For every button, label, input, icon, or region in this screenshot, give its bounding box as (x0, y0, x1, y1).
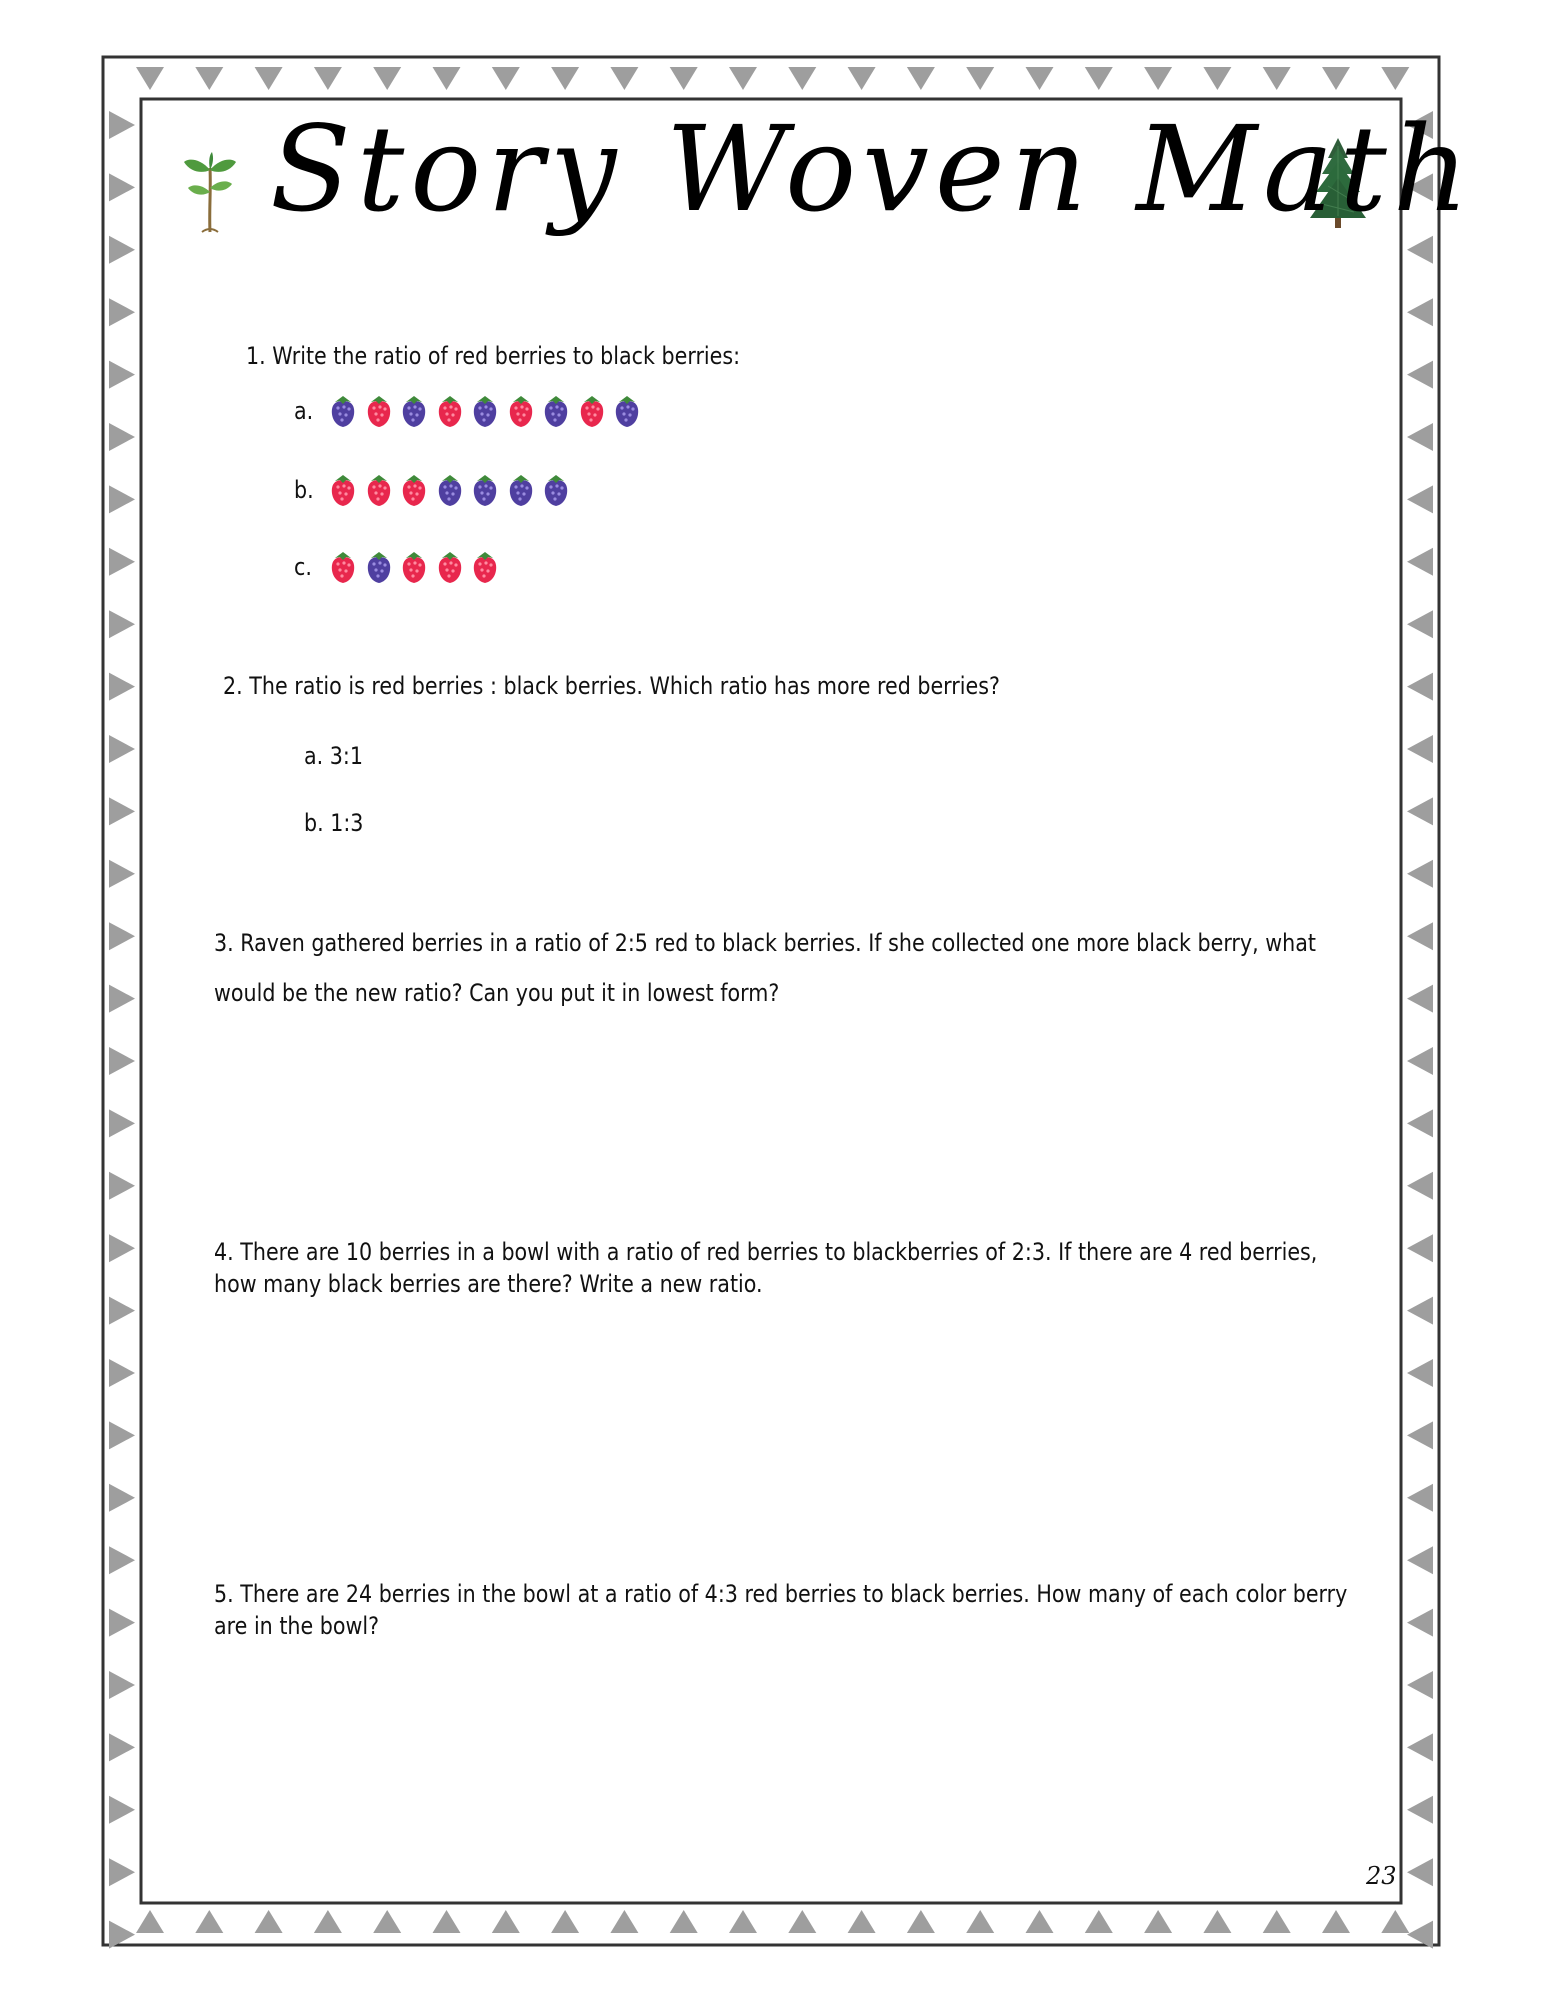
black-berry-icon (543, 473, 569, 507)
row-label-c: c. (294, 553, 312, 581)
border-triangle-left (109, 1172, 135, 1200)
border-triangle-left (109, 1359, 135, 1387)
border-triangle-right (1407, 735, 1433, 763)
border-triangle-left (109, 485, 135, 513)
border-triangle-right (1407, 1359, 1433, 1387)
border-triangle-top (136, 67, 164, 90)
border-triangle-bottom (1381, 1910, 1409, 1933)
question-3-line-2: would be the new ratio? Can you put it in lowest form? (214, 979, 780, 1007)
border-triangle-right (1407, 1671, 1433, 1699)
border-triangle-right (1407, 1172, 1433, 1200)
border-triangle-left (109, 1109, 135, 1137)
border-triangle-bottom (907, 1910, 935, 1933)
border-triangle-right (1407, 1109, 1433, 1137)
question-3-line-1: 3. Raven gathered berries in a ratio of 2:5 red to black berries. If she collected one more black berry, what (214, 929, 1316, 957)
question-2-prompt: 2. The ratio is red berries : black berries. Which ratio has more red berries? (223, 672, 1000, 700)
page-title: Story Woven Math (270, 100, 1475, 238)
border-triangle-bottom (255, 1910, 283, 1933)
border-triangle-right (1407, 485, 1433, 513)
border-triangle-left (109, 1858, 135, 1886)
border-triangle-top (610, 67, 638, 90)
border-triangle-left (109, 1484, 135, 1512)
border-triangle-left (109, 797, 135, 825)
border-triangle-left (109, 236, 135, 264)
border-triangle-left (109, 1609, 135, 1637)
border-triangle-bottom (1203, 1910, 1231, 1933)
black-berry-icon (472, 394, 498, 428)
border-triangle-right (1407, 610, 1433, 638)
border-triangle-left (109, 423, 135, 451)
row-label-b: b. (294, 476, 314, 504)
question-4-line-1: 4. There are 10 berries in a bowl with a ratio of red berries to blackberries of 2:3. If there are 4 red berries, (214, 1238, 1318, 1266)
border-triangle-bottom (966, 1910, 994, 1933)
border-triangle-left (109, 735, 135, 763)
border-triangle-left (109, 1047, 135, 1075)
border-triangle-bottom (373, 1910, 401, 1933)
red-berry-icon (401, 473, 427, 507)
border-triangle-bottom (136, 1910, 164, 1933)
border-triangle-bottom (433, 1910, 461, 1933)
border-triangle-top (492, 67, 520, 90)
border-triangle-bottom (551, 1910, 579, 1933)
border-triangle-left (109, 111, 135, 139)
border-triangle-top (1026, 67, 1054, 90)
question-1-prompt: 1. Write the ratio of red berries to black berries: (246, 342, 741, 370)
border-triangle-left (109, 922, 135, 950)
border-triangle-right (1407, 1484, 1433, 1512)
border-triangle-right (1407, 1297, 1433, 1325)
question-5-line-1: 5. There are 24 berries in the bowl at a ratio of 4:3 red berries to black berries. How many of each color berry (214, 1580, 1348, 1608)
border-triangle-top (1144, 67, 1172, 90)
red-berry-icon (579, 394, 605, 428)
border-triangle-left (109, 860, 135, 888)
red-berry-icon (508, 394, 534, 428)
border-triangle-left (109, 1421, 135, 1449)
berry-row-b (294, 473, 579, 507)
border-triangle-left (109, 610, 135, 638)
black-berry-icon (366, 550, 392, 584)
border-triangle-top (1263, 67, 1291, 90)
border-triangle-left (109, 1297, 135, 1325)
border-triangle-top (848, 67, 876, 90)
border-triangle-bottom (195, 1910, 223, 1933)
border-triangle-left (109, 173, 135, 201)
border-triangle-right (1407, 236, 1433, 264)
border-triangle-right (1407, 1421, 1433, 1449)
border-triangle-left (109, 548, 135, 576)
berry-row-c (294, 550, 508, 584)
question-2-option-b: b. 1:3 (304, 809, 364, 837)
border-triangle-left (109, 1733, 135, 1761)
red-berry-icon (330, 550, 356, 584)
border-triangle-top (551, 67, 579, 90)
border-triangle-left (109, 673, 135, 701)
border-triangle-top (729, 67, 757, 90)
border-triangle-bottom (1322, 1910, 1350, 1933)
border-triangle-right (1407, 1858, 1433, 1886)
border-triangle-right (1407, 1609, 1433, 1637)
red-berry-icon (437, 550, 463, 584)
border-triangle-bottom (610, 1910, 638, 1933)
berry-row-a (294, 394, 650, 428)
border-triangle-right (1407, 548, 1433, 576)
black-berry-icon (437, 473, 463, 507)
black-berry-icon (508, 473, 534, 507)
border-triangle-left (109, 1671, 135, 1699)
border-triangle-right (1407, 1234, 1433, 1262)
red-berry-icon (330, 473, 356, 507)
border-triangle-top (1085, 67, 1113, 90)
question-2-option-a: a. 3:1 (304, 742, 363, 770)
border-triangle-right (1407, 1546, 1433, 1574)
border-triangle-bottom (729, 1910, 757, 1933)
border-triangle-right (1407, 797, 1433, 825)
border-triangle-top (907, 67, 935, 90)
border-triangle-bottom (788, 1910, 816, 1933)
border-triangle-bottom (1026, 1910, 1054, 1933)
border-triangle-left (109, 298, 135, 326)
sprout-icon (182, 150, 238, 234)
border-triangle-right (1407, 860, 1433, 888)
border-triangle-top (314, 67, 342, 90)
border-triangle-right (1407, 1796, 1433, 1824)
red-berry-icon (366, 473, 392, 507)
page-number: 23 (1366, 1862, 1397, 1890)
border-triangle-left (109, 1234, 135, 1262)
border-triangle-left (109, 985, 135, 1013)
border-triangle-right (1407, 298, 1433, 326)
question-4-line-2: how many black berries are there? Write a new ratio. (214, 1270, 763, 1298)
border-triangle-top (966, 67, 994, 90)
black-berry-icon (472, 473, 498, 507)
black-berry-icon (614, 394, 640, 428)
row-label-a: a. (294, 397, 314, 425)
black-berry-icon (401, 394, 427, 428)
border-triangle-top (1322, 67, 1350, 90)
border-triangle-top (373, 67, 401, 90)
question-5-line-2: are in the bowl? (214, 1612, 380, 1640)
border-triangle-right (1407, 922, 1433, 950)
border-triangle-right (1407, 1047, 1433, 1075)
border-triangle-top (670, 67, 698, 90)
border-triangle-right (1407, 423, 1433, 451)
border-triangle-right (1407, 1733, 1433, 1761)
border-triangle-bottom (1144, 1910, 1172, 1933)
red-berry-icon (437, 394, 463, 428)
border-triangle-left (109, 1796, 135, 1824)
border-triangle-left (109, 1546, 135, 1574)
red-berry-icon (401, 550, 427, 584)
border-triangle-right (1407, 673, 1433, 701)
border-triangle-top (1381, 67, 1409, 90)
border-triangle-bottom (314, 1910, 342, 1933)
border-triangle-top (433, 67, 461, 90)
red-berry-icon (472, 550, 498, 584)
black-berry-icon (543, 394, 569, 428)
border-triangle-right (1407, 985, 1433, 1013)
black-berry-icon (330, 394, 356, 428)
border-triangle-right (1407, 361, 1433, 389)
border-triangle-bottom (848, 1910, 876, 1933)
border-triangle-bottom (1085, 1910, 1113, 1933)
border-triangle-bottom (1263, 1910, 1291, 1933)
border-triangle-top (195, 67, 223, 90)
border-triangle-bottom (492, 1910, 520, 1933)
border-triangle-top (1203, 67, 1231, 90)
red-berry-icon (366, 394, 392, 428)
border-triangle-left (109, 361, 135, 389)
border-triangle-top (788, 67, 816, 90)
border-triangle-top (255, 67, 283, 90)
border-triangle-bottom (670, 1910, 698, 1933)
